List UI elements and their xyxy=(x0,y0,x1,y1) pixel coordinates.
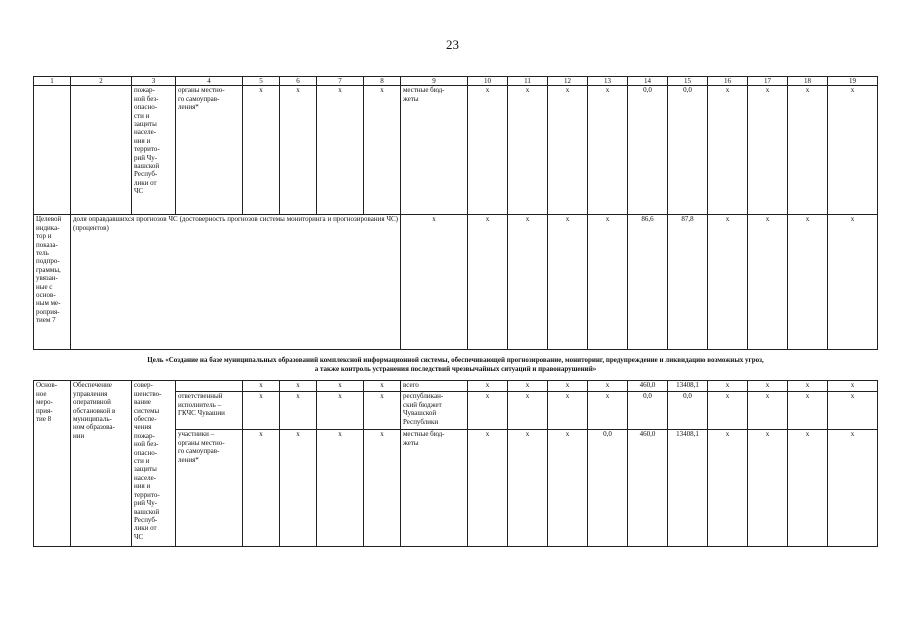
table-cell: x xyxy=(468,86,508,215)
table-cell: x xyxy=(828,215,878,350)
header-cell: 12 xyxy=(548,77,588,86)
header-cell: 8 xyxy=(364,77,401,86)
goal-row xyxy=(34,350,878,381)
table-cell: x xyxy=(468,392,508,430)
table-cell: x xyxy=(508,381,548,392)
table-cell: x xyxy=(548,215,588,350)
table-cell: x xyxy=(243,381,280,392)
header-cell: 13 xyxy=(588,77,628,86)
table-cell: x xyxy=(588,86,628,215)
table-cell: x xyxy=(708,392,748,430)
header-cell: 16 xyxy=(708,77,748,86)
table-cell: x xyxy=(548,392,588,430)
table-cell: 13408,1 xyxy=(668,430,708,547)
header-cell: 17 xyxy=(748,77,788,86)
header-cell: 18 xyxy=(788,77,828,86)
table-cell: республикан- ский бюджет Чувашской Республики xyxy=(401,392,468,430)
header-cell: 19 xyxy=(828,77,878,86)
indicator-label: Целевой индика- тор и показа- тель подпро- граммы, увязан- ные с основ- ным ме- роприя- тием 7 xyxy=(34,215,71,350)
table-cell: x xyxy=(828,430,878,547)
table-cell: x xyxy=(708,381,748,392)
table-cell: x xyxy=(708,430,748,547)
table-cell: пожар- ной без- опасно- сти и защиты населе- ния и террито- рий Чу- вашской Респуб- лики от ЧС xyxy=(132,86,176,215)
table-cell: x xyxy=(828,392,878,430)
table-cell: x xyxy=(243,430,280,547)
table-cell: x xyxy=(280,381,317,392)
table-cell: x xyxy=(468,381,508,392)
program-table xyxy=(33,76,878,547)
table-cell: x xyxy=(588,381,628,392)
table-row xyxy=(34,86,878,215)
header-row xyxy=(34,77,878,86)
table-cell: x xyxy=(708,215,748,350)
table-cell: x xyxy=(243,86,280,215)
header-cell: 7 xyxy=(317,77,364,86)
table-cell: x xyxy=(788,86,828,215)
table-cell xyxy=(71,86,132,215)
header-cell: 9 xyxy=(401,77,468,86)
header-cell: 2 xyxy=(71,77,132,86)
table-cell: всего xyxy=(401,381,468,392)
table-cell: 0,0 xyxy=(628,86,668,215)
table-cell: x xyxy=(364,86,401,215)
table-cell: 13408,1 xyxy=(668,381,708,392)
table-cell: x xyxy=(508,392,548,430)
table-cell: x xyxy=(548,86,588,215)
table-cell: органы местно- го самоуправ- ления* xyxy=(176,86,243,215)
table-cell: x xyxy=(548,381,588,392)
table-cell: ответственный исполнитель – ГКЧС Чувашии xyxy=(176,392,243,430)
table-cell: x xyxy=(243,392,280,430)
table-cell: местные бюд- жеты xyxy=(401,86,468,215)
table-cell: x xyxy=(748,381,788,392)
table-cell: 460,0 xyxy=(628,430,668,547)
table-cell: x xyxy=(508,86,548,215)
header-cell: 5 xyxy=(243,77,280,86)
table-cell: x xyxy=(788,215,828,350)
table-cell: x xyxy=(468,430,508,547)
table-cell: x xyxy=(468,215,508,350)
table-row xyxy=(34,381,878,392)
table-cell: 87,8 xyxy=(668,215,708,350)
table-cell: x xyxy=(828,381,878,392)
table-cell: x xyxy=(828,86,878,215)
header-cell: 10 xyxy=(468,77,508,86)
header-cell: 6 xyxy=(280,77,317,86)
table-cell: 0,0 xyxy=(668,86,708,215)
table-cell: 460,0 xyxy=(628,381,668,392)
activity-label: Основ- ное меро- прия- тие 8 xyxy=(34,381,71,547)
table-cell: x xyxy=(280,86,317,215)
table-cell: x xyxy=(317,392,364,430)
table-cell: 0,0 xyxy=(668,392,708,430)
table-cell: x xyxy=(317,381,364,392)
table-cell: местные бюд- жеты xyxy=(401,430,468,547)
table-cell: x xyxy=(788,392,828,430)
table-cell: x xyxy=(364,430,401,547)
goal-heading: Цель «Создание на базе муниципальных образований комплексной информационной системы, обеспечивающей прогнозирование, мониторинг, предупреждение и ликвидацию возможных угроз, а также контроль устранения последствий чрезвычайных ситуаций и правонарушений» xyxy=(34,350,878,381)
table-cell: x xyxy=(748,430,788,547)
table-cell: x xyxy=(280,392,317,430)
table-cell: 86,6 xyxy=(628,215,668,350)
header-cell: 4 xyxy=(176,77,243,86)
header-cell: 11 xyxy=(508,77,548,86)
table-cell: x xyxy=(317,430,364,547)
table-cell: x xyxy=(788,381,828,392)
table-cell: x xyxy=(588,392,628,430)
activity-name: Обеспечение управления оперативной обстановкой в муниципаль- ном образова- нии xyxy=(71,381,132,547)
table-cell: x xyxy=(364,392,401,430)
table-cell: x xyxy=(748,215,788,350)
table-cell: x xyxy=(708,86,748,215)
table-cell: x xyxy=(588,215,628,350)
table-cell xyxy=(176,381,243,392)
table-cell: x xyxy=(788,430,828,547)
table-cell: x xyxy=(280,430,317,547)
table-row xyxy=(34,215,878,350)
table-cell: 0,0 xyxy=(628,392,668,430)
header-cell: 3 xyxy=(132,77,176,86)
table-cell: x xyxy=(748,86,788,215)
table-cell: x xyxy=(364,381,401,392)
table-cell: x xyxy=(508,430,548,547)
header-cell: 15 xyxy=(668,77,708,86)
header-cell: 14 xyxy=(628,77,668,86)
table-cell xyxy=(34,86,71,215)
table-cell: x xyxy=(317,86,364,215)
header-cell: 1 xyxy=(34,77,71,86)
activity-purpose: совер- шенство- вание системы обеспе- чения пожар- ной без- опасно- сти и защиты населе- ния и террито- рий Чу- вашской Респуб- лики от ЧС xyxy=(132,381,176,547)
indicator-description: доля оправдавшихся прогнозов ЧС (достоверность прогнозов системы мониторинга и прогнозирования ЧС) (процентов) xyxy=(71,215,401,350)
table-cell: x xyxy=(748,392,788,430)
table-cell: x xyxy=(401,215,468,350)
table-cell: x xyxy=(548,430,588,547)
table-cell: 0,0 xyxy=(588,430,628,547)
table-cell: участники – органы местно- го самоуправ- ления* xyxy=(176,430,243,547)
table-cell: x xyxy=(508,215,548,350)
page-number: 23 xyxy=(446,37,459,52)
